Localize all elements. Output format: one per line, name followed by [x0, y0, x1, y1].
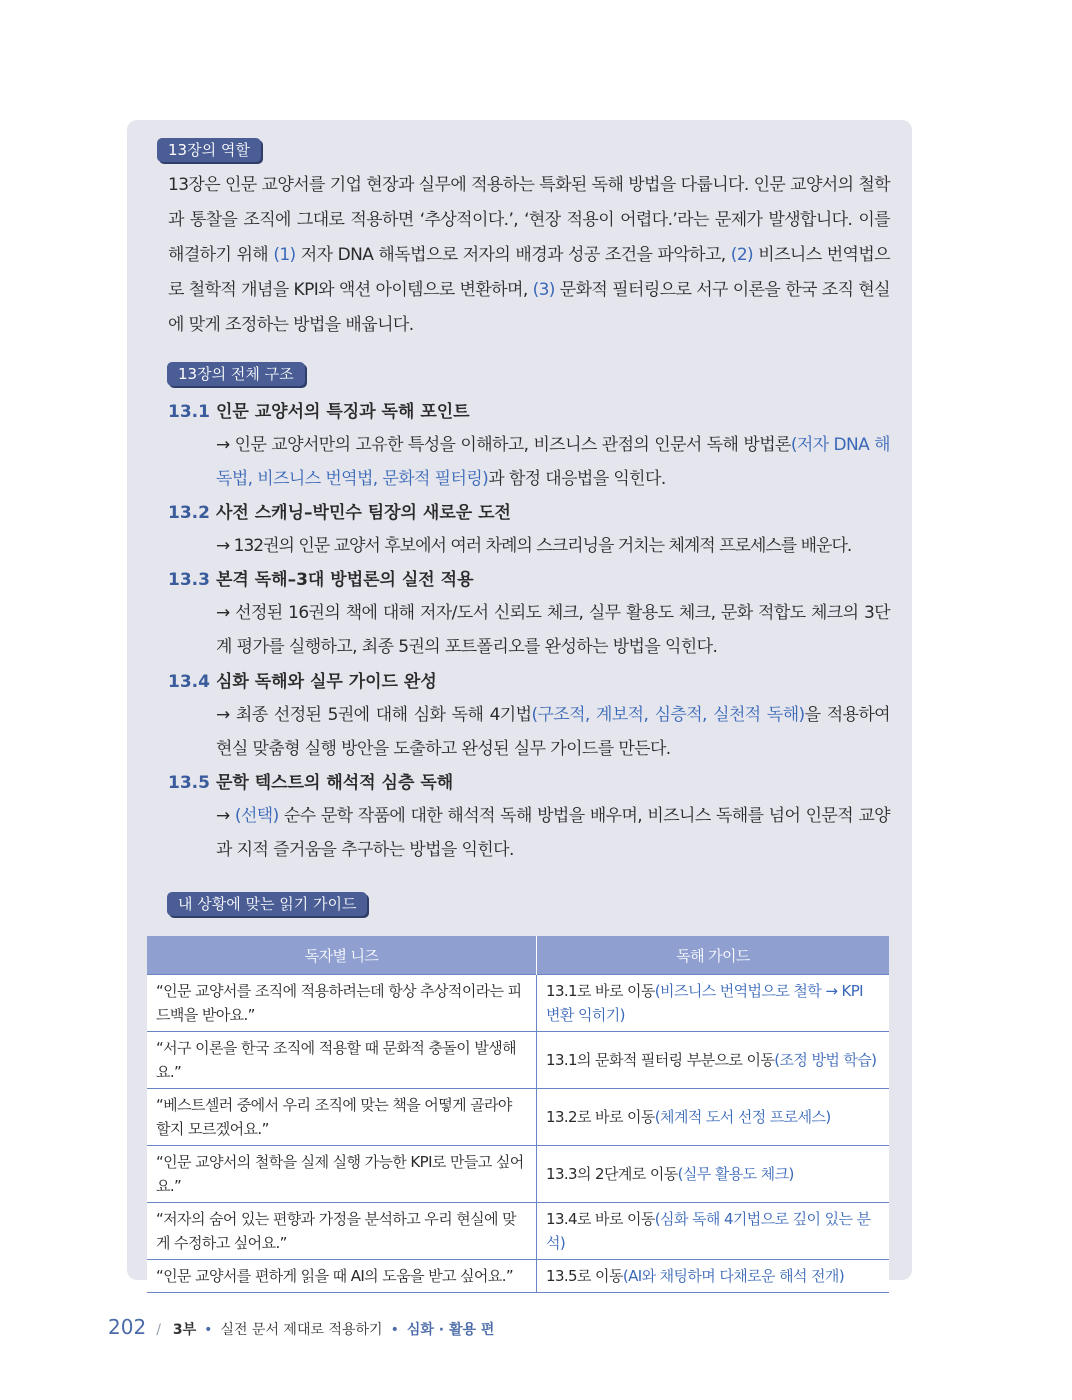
guide-badge: 내 상황에 맞는 읽기 가이드 [167, 892, 367, 916]
section-title: 인문 교양서의 특징과 독해 포인트 [216, 402, 470, 422]
section-body-highlight: (구조적, 계보적, 심층적, 실천적 독해) [531, 705, 805, 725]
footer-dot: • [204, 1322, 213, 1338]
page-number: 202 [108, 1315, 147, 1339]
section-title: 본격 독해–3대 방법론의 실전 적용 [216, 570, 474, 590]
intro-num-3: (3) [532, 280, 555, 300]
intro-text-1: 13장은 인문 교양서를 기업 현장과 실무에 적용하는 특화된 독해 방법을 다룹니다. 인문 교양서의 철학과 통찰을 조직에 그대로 적용하면 ‘추상적이다.’, ‘현장 적용이 어렵다.’라는 문제가 발생합니다. 이를 해결하기 위해 [168, 175, 890, 265]
guide-cell [537, 1146, 890, 1203]
need-cell: “인문 교양서의 철학을 실제 실행 가능한 KPI로 만들고 싶어요.” [147, 1146, 537, 1203]
need-cell: “베스트셀러 중에서 우리 조직에 맞는 책을 어떻게 골라야 할지 모르겠어요.” [147, 1089, 537, 1146]
section-number: 13.1 [168, 402, 210, 422]
section-description [168, 698, 890, 766]
page-footer [108, 1312, 494, 1342]
need-cell: “인문 교양서를 조직에 적용하려는데 항상 추상적이라는 피드백을 받아요.” [147, 975, 537, 1032]
guide-text: 13.3의 2단계로 이동 [546, 1165, 678, 1183]
section-number: 13.2 [168, 503, 210, 523]
intro-paragraph [168, 168, 890, 343]
reading-guide-table [147, 936, 889, 1293]
section-number: 13.3 [168, 570, 210, 590]
edition-label: 심화 · 활용 편 [406, 1322, 495, 1338]
guide-highlight: (조정 방법 학습) [774, 1051, 877, 1069]
intro-text-2: 저자 DNA 해독법으로 저자의 배경과 성공 조건을 파악하고, [295, 245, 731, 265]
guide-cell [537, 975, 890, 1032]
footer-slash: / [156, 1322, 161, 1338]
section-13-3 [168, 564, 890, 664]
section-title: 문학 텍스트의 해석적 심층 독해 [216, 773, 454, 793]
guide-highlight: (체계적 도서 선정 프로세스) [654, 1108, 831, 1126]
table-row [147, 1032, 889, 1089]
table-row [147, 1089, 889, 1146]
section-description [168, 428, 890, 496]
section-body-text: 과 함정 대응법을 익힌다. [488, 469, 666, 489]
guide-text: 13.1로 바로 이동 [546, 982, 655, 1000]
guide-highlight: (AI와 채팅하며 다채로운 해석 전개) [622, 1267, 845, 1285]
section-body-text: → [216, 806, 235, 826]
section-description [168, 529, 890, 563]
section-body-text: 순수 문학 작품에 대한 해석적 독해 방법을 배우며, 비즈니스 독해를 넘어 인문적 교양과 지적 즐거움을 추구하는 방법을 익힌다. [216, 806, 890, 860]
guide-cell [537, 1032, 890, 1089]
section-13-2 [168, 497, 890, 563]
section-body-text: 을 적용하여 현실 맞춤형 실행 방안을 도출하고 완성된 실무 가이드를 만든다. [216, 705, 890, 759]
table-header-row [147, 936, 889, 975]
section-description [168, 799, 890, 867]
guide-cell [537, 1260, 890, 1293]
footer-dot: • [390, 1322, 399, 1338]
table-row [147, 1146, 889, 1203]
section-body-text: → 선정된 16권의 책에 대해 저자/도서 신뢰도 체크, 실무 활용도 체크, 문화 적합도 체크의 3단계 평가를 실행하고, 최종 5권의 포트폴리오를 완성하는 방법을 익힌다. [216, 603, 890, 657]
header-reading-guide: 독해 가이드 [537, 936, 890, 975]
guide-text: 13.4로 바로 이동 [546, 1210, 655, 1228]
section-13-4 [168, 666, 890, 766]
section-13-5 [168, 767, 890, 867]
guide-text: 13.2로 바로 이동 [546, 1108, 655, 1126]
header-reader-needs: 독자별 니즈 [147, 936, 537, 975]
guide-text: 13.1의 문화적 필터링 부분으로 이동 [546, 1051, 775, 1069]
table-row [147, 975, 889, 1032]
section-body-text: → 최종 선정된 5권에 대해 심화 독해 4기법 [216, 705, 532, 725]
table-row [147, 1260, 889, 1293]
need-cell: “서구 이론을 한국 조직에 적용할 때 문화적 충돌이 발생해요.” [147, 1032, 537, 1089]
intro-num-1: (1) [273, 245, 296, 265]
guide-highlight: (실무 활용도 체크) [677, 1165, 794, 1183]
section-body-text: → 132권의 인문 교양서 후보에서 여러 차례의 스크리닝을 거치는 체계적 프로세스를 배운다. [216, 536, 852, 556]
need-cell: “인문 교양서를 편하게 읽을 때 AI의 도움을 받고 싶어요.” [147, 1260, 537, 1293]
guide-cell [537, 1203, 890, 1260]
section-number: 13.5 [168, 773, 210, 793]
section-body-text: → 인문 교양서만의 고유한 특성을 이해하고, 비즈니스 관점의 인문서 독해 방법론 [216, 435, 791, 455]
need-cell: “저자의 숨어 있는 편향과 가정을 분석하고 우리 현실에 맞게 수정하고 싶어요.” [147, 1203, 537, 1260]
guide-highlight: (심화 독해 4기법으로 깊이 있는 분석) [546, 1210, 871, 1252]
section-title: 사전 스캐닝–박민수 팀장의 새로운 도전 [216, 503, 511, 523]
table-row [147, 1203, 889, 1260]
guide-text: 13.5로 이동 [546, 1267, 623, 1285]
section-body-highlight: (선택) [234, 806, 279, 826]
guide-cell [537, 1089, 890, 1146]
part-title: 실전 문서 제대로 적용하기 [220, 1322, 383, 1338]
intro-num-2: (2) [730, 245, 754, 265]
section-body-highlight: (저자 DNA 해독법, 비즈니스 번역법, 문화적 필터링) [216, 435, 890, 489]
role-badge: 13장의 역할 [157, 138, 261, 162]
part-label: 3부 [172, 1322, 197, 1338]
intro-text-4: 문화적 필터링으로 서구 이론을 한국 조직 현실에 맞게 조정하는 방법을 배웁니다. [168, 280, 890, 335]
guide-highlight: (비즈니스 번역법으로 철학 → KPI 변환 익히기) [546, 982, 863, 1024]
section-description [168, 596, 890, 664]
section-title: 심화 독해와 실무 가이드 완성 [216, 672, 437, 692]
section-number: 13.4 [168, 672, 210, 692]
section-13-1 [168, 396, 890, 496]
intro-text-3: 비즈니스 번역법으로 철학적 개념을 KPI와 액션 아이템으로 변환하며, [168, 245, 891, 300]
structure-badge: 13장의 전체 구조 [167, 362, 305, 386]
